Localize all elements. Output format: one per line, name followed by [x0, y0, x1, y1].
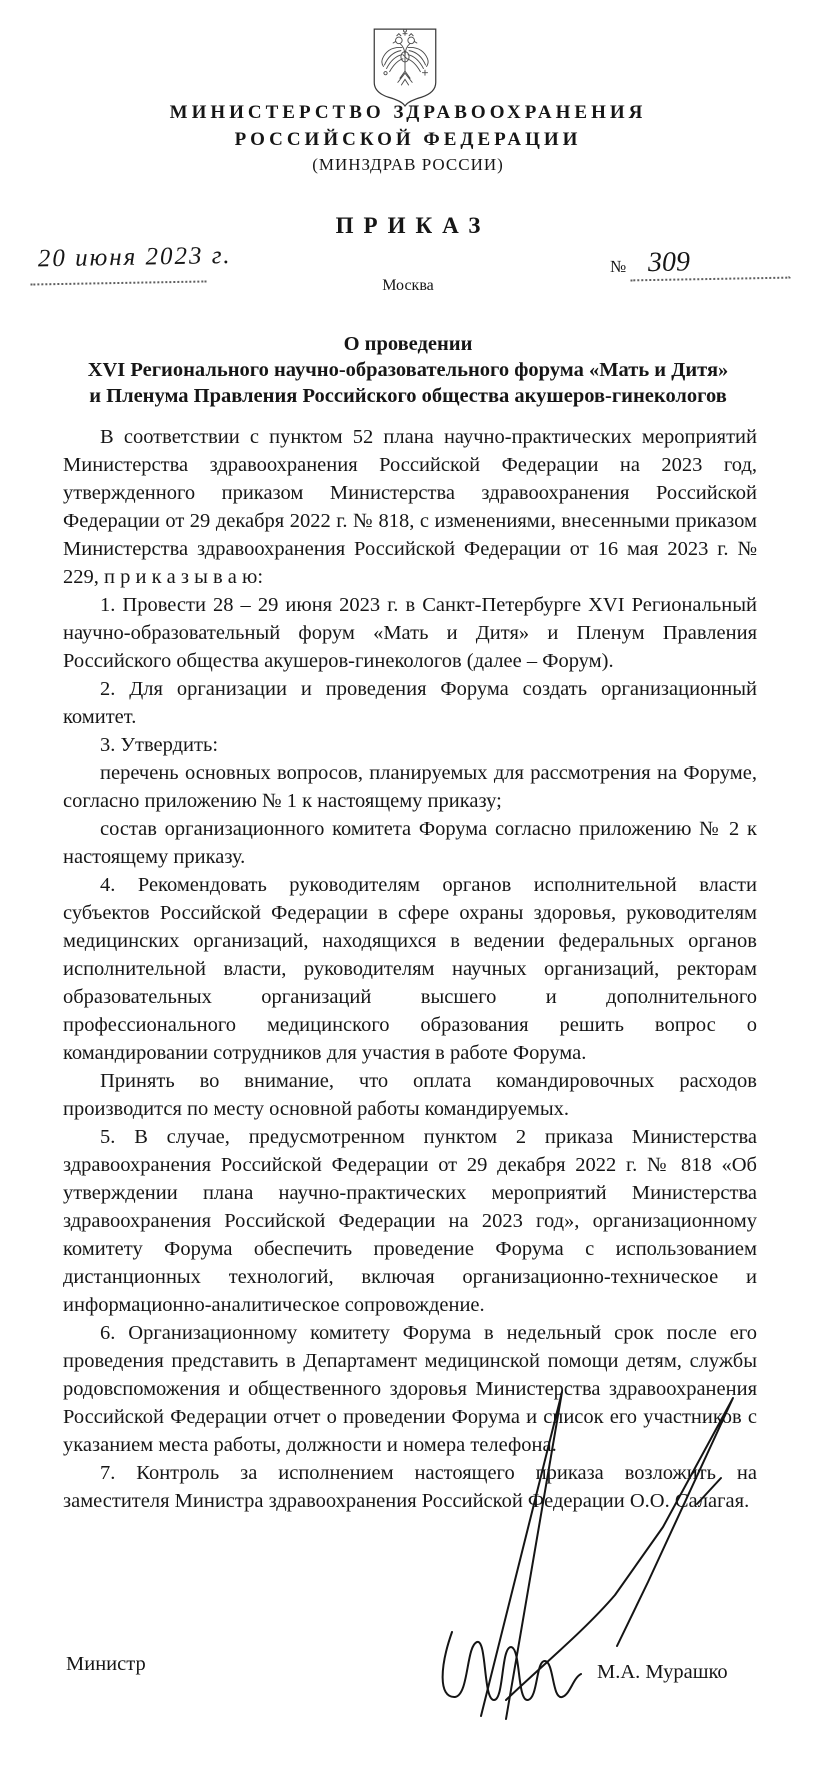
- doc-type-heading: ПРИКАЗ: [335, 213, 491, 238]
- order-body: [63, 423, 757, 1515]
- order-date-handwritten: 20 июня 2023 г.: [30, 242, 207, 285]
- order-title-line1: О проведении: [343, 333, 473, 355]
- paragraph-item-2: 2. Для организации и проведения Форума создать организационный комитет.: [63, 678, 757, 728]
- paragraph-item-5: 5. В случае, предусмотренном пунктом 2 приказа Министерства здравоохранения Российской Федерации от 29 декабря 2022 г. № 818 «Об утверждении плана научно-практических мероприятий Министерства здравоохранения Российской Федерации на 2023 год», организационному комитету Форума обеспечить проведение Форума с использованием дистанционных технологий, включая организационно-техническое и информационно-аналитическое сопровождение.: [63, 1126, 757, 1316]
- signer-position-label: Министр: [66, 1653, 146, 1675]
- paragraph-item-3b: состав организационного комитета Форума согласно приложению № 2 к настоящему приказу.: [63, 818, 757, 868]
- ministry-short-name: (МИНЗДРАВ РОССИИ): [312, 155, 504, 174]
- city-label: Москва: [382, 277, 434, 294]
- russia-coat-of-arms-icon: [369, 25, 441, 107]
- ministry-name-line2: РОССИЙСКОЙ ФЕДЕРАЦИИ: [234, 129, 582, 150]
- paragraph-item-6: 6. Организационному комитету Форума в недельный срок после его проведения представить в Департамент медицинской помощи детям, службы родовспоможения и общественного здоровья Министерства здравоохранения Российской Федерации отчет о проведении Форума и список его участников с указанием места работы, должности и номера телефона.: [63, 1322, 757, 1456]
- order-title-line2: XVI Регионального научно-образовательного форума «Мать и Дитя»: [87, 359, 729, 381]
- number-sign-label: №: [610, 257, 627, 276]
- paragraph-item-1: 1. Провести 28 – 29 июня 2023 г. в Санкт-Петербурге XVI Региональный научно-образовательный форум «Мать и Дитя» и Пленум Правления Российского общества акушеров-гинекологов (далее – Форум).: [63, 594, 757, 672]
- order-number-block: [610, 246, 790, 280]
- paragraph-item-4: 4. Рекомендовать руководителям органов исполнительной власти субъектов Российской Федерации в сфере охраны здоровья, руководителям медицинских организаций, находящихся в ведении федеральных органов исполнительной власти, руководителям научных организаций, ректорам образовательных организаций высшего и дополнительного профессионального медицинского образования решить вопрос о командировании сотрудников для участия в работе Форума.: [63, 874, 757, 1064]
- order-title: [40, 331, 776, 409]
- paragraph-item-4a: Принять во внимание, что оплата командировочных расходов производится по месту основной работы командируемых.: [63, 1070, 757, 1120]
- ministry-name-line1: МИНИСТЕРСТВО ЗДРАВООХРАНЕНИЯ: [169, 102, 647, 123]
- signer-name: М.А. Мурашко: [597, 1661, 728, 1683]
- order-number-handwritten: 309: [630, 245, 791, 282]
- paragraph-item-3a: перечень основных вопросов, планируемых для рассмотрения на Форуме, согласно приложению № 1 к настоящему приказу;: [63, 762, 757, 812]
- order-title-line3: и Пленума Правления Российского общества акушеров-гинекологов: [89, 385, 727, 407]
- paragraph-preamble: В соответствии с пунктом 52 плана научно-практических мероприятий Министерства здравоохранения Российской Федерации на 2023 год, утвержденного приказом Министерства здравоохранения Российской Федерации от 29 декабря 2022 г. № 818, с изменениями, внесенными приказом Министерства здравоохранения Российской Федерации от 16 мая 2023 г. № 229, п р и к а з ы в а ю:: [63, 426, 757, 588]
- paragraph-item-7: 7. Контроль за исполнением настоящего приказа возложить на заместителя Министра здравоохранения Российской Федерации О.О. Салагая.: [63, 1462, 757, 1512]
- paragraph-item-3: 3. Утвердить:: [100, 734, 219, 756]
